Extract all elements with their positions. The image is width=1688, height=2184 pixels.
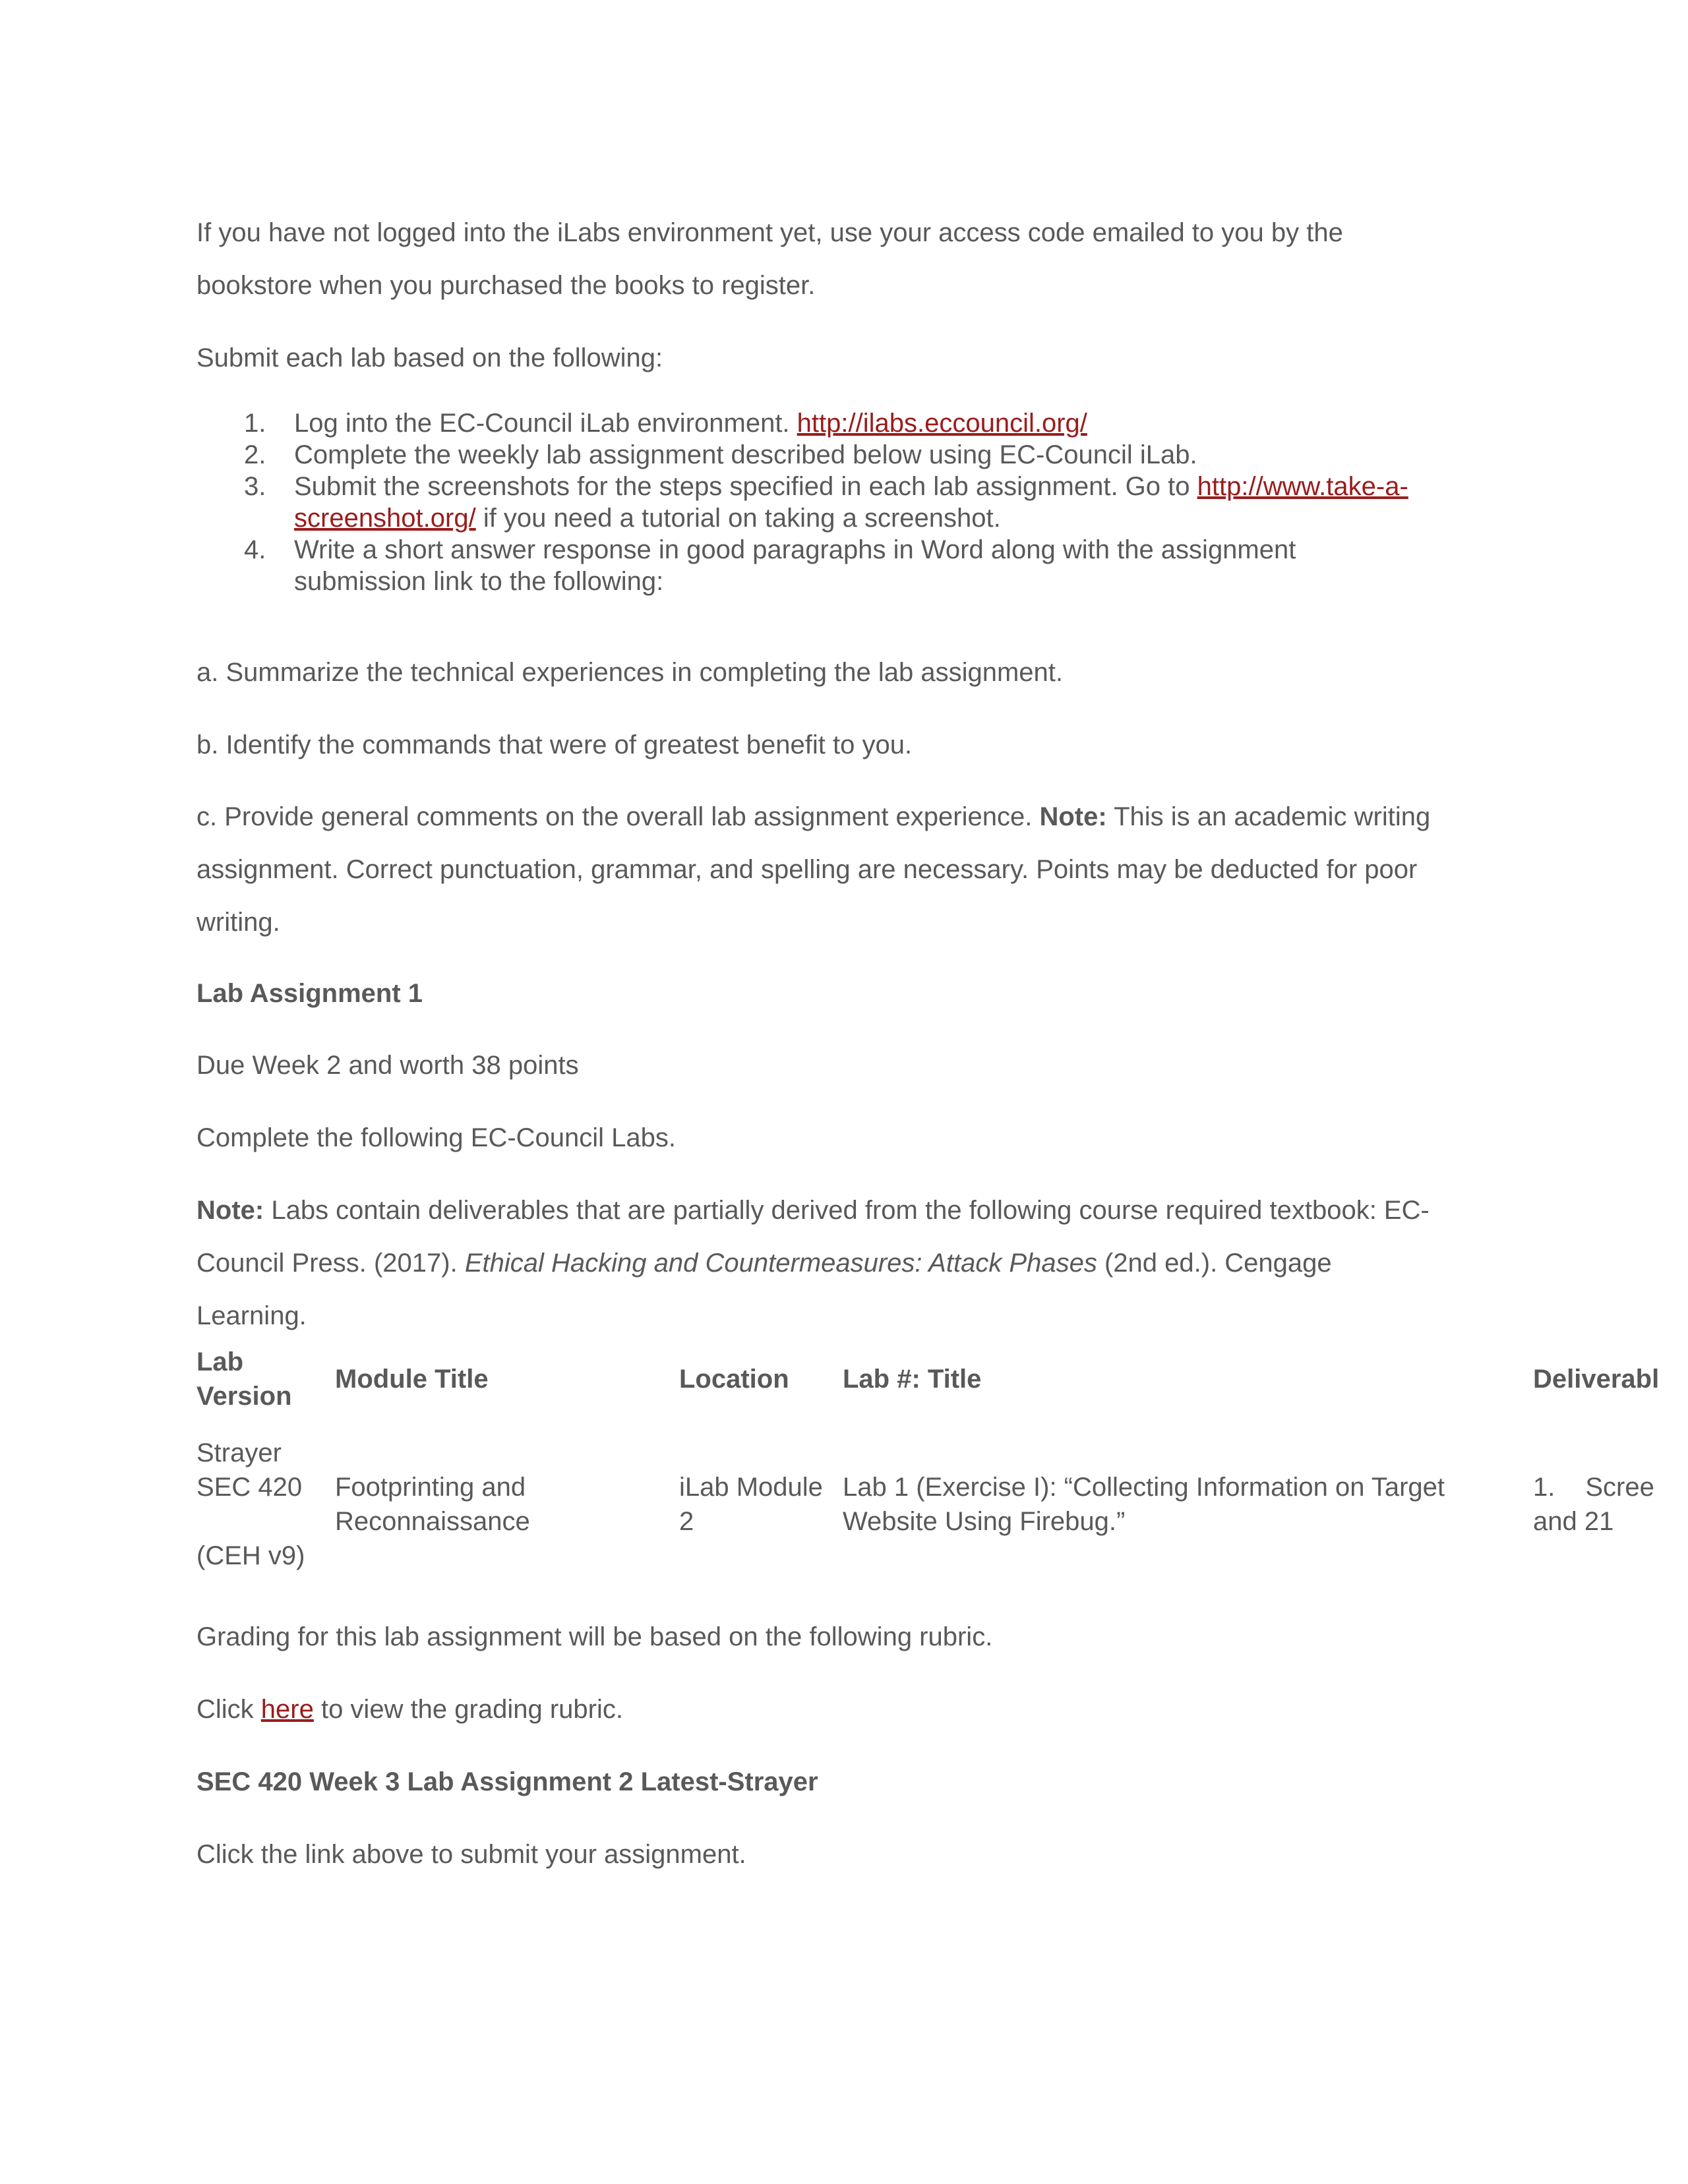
click-before: Click <box>196 1695 261 1724</box>
assignment-link[interactable]: SEC 420 Week 3 Lab Assignment 2 Latest-Strayer <box>196 1767 818 1796</box>
row-deliverable-line-1: Scree <box>1585 1473 1654 1502</box>
step-text-line-2: submission link to the following: <box>294 567 664 596</box>
grading-text: Grading for this lab assignment will be based on the following rubric. <box>196 1622 993 1651</box>
intro-line-1: If you have not logged into the iLabs environment yet, use your access code emailed to you by the <box>196 218 1343 247</box>
click-here-paragraph <box>196 1683 1515 1736</box>
header-module-title: Module Title <box>335 1365 489 1394</box>
row-module-line-1: Footprinting and <box>335 1473 526 1502</box>
item-b: b. Identify the commands that were of greatest benefit to you. <box>196 730 913 759</box>
step-text-after: if you need a tutorial on taking a screenshot. <box>475 504 1001 533</box>
screenshot-link-part-2: screenshot.org/ <box>294 504 476 533</box>
item-c-prefix: c. Provide general comments on the overall lab assignment experience. <box>196 802 1040 831</box>
book-title: Ethical Hacking and Countermeasures: Attack Phases <box>464 1249 1097 1278</box>
header-location: Location <box>679 1365 789 1394</box>
row-location <box>679 1470 823 1539</box>
header-deliverables: Deliverabl <box>1533 1365 1660 1394</box>
intro-line-2: bookstore when you purchased the books to register. <box>196 271 816 300</box>
note-line-1-rest: Labs contain deliverables that are partially derived from the following course required textbook: EC- <box>264 1196 1430 1225</box>
row-version-line-3: (CEH v9) <box>196 1541 305 1570</box>
row-deliverable-number: 1. <box>1533 1473 1555 1502</box>
note-label: Note: <box>196 1196 264 1225</box>
row-module-line-2: Reconnaissance <box>335 1507 530 1536</box>
intro-paragraph <box>196 206 1515 312</box>
row-module-title <box>335 1470 530 1539</box>
row-lab-title <box>843 1470 1445 1539</box>
row-lab-line-2: Website Using Firebug.” <box>843 1507 1126 1536</box>
due-text: Due Week 2 and worth 38 points <box>196 1051 579 1080</box>
header-lab-version-line-2: Version <box>196 1382 292 1411</box>
row-deliverables <box>1533 1470 1654 1539</box>
final-text: Click the link above to submit your assignment. <box>196 1840 746 1869</box>
item-c-line-3: writing. <box>196 908 280 937</box>
click-after: to view the grading rubric. <box>313 1695 623 1724</box>
row-version-line-2: SEC 420 <box>196 1473 303 1502</box>
labs-table <box>0 1345 1688 1595</box>
row-location-line-2: 2 <box>679 1507 694 1536</box>
header-lab-title: Lab #: Title <box>843 1365 982 1394</box>
step-number: 2. <box>244 440 266 469</box>
ilabs-link[interactable]: http://ilabs.eccouncil.org/ <box>797 409 1087 438</box>
step-number: 4. <box>244 535 266 564</box>
step-text: Complete the weekly lab assignment described below using EC-Council iLab. <box>294 440 1197 469</box>
header-lab-version <box>196 1345 292 1413</box>
item-c-note-label: Note: <box>1039 802 1107 831</box>
note-paragraph <box>196 1184 1515 1342</box>
step-item <box>196 534 1482 597</box>
row-deliverable-line-2: and 21 <box>1533 1507 1614 1536</box>
step-text-line-1: Write a short answer response in good paragraphs in Word along with the assignment <box>294 535 1296 564</box>
lab-assignment-heading: Lab Assignment 1 <box>196 979 423 1008</box>
step-number: 3. <box>244 472 266 501</box>
item-c-line-2: assignment. Correct punctuation, grammar, and spelling are necessary. Points may be deducted for poor <box>196 855 1418 884</box>
item-a: a. Summarize the technical experiences in completing the lab assignment. <box>196 658 1064 687</box>
complete-text: Complete the following EC-Council Labs. <box>196 1123 677 1152</box>
screenshot-link-part-1: http://www.take-a- <box>1197 472 1408 501</box>
note-line-2-after: (2nd ed.). Cengage <box>1097 1249 1332 1278</box>
steps-list <box>196 407 1482 597</box>
header-lab-version-line-1: Lab <box>196 1347 244 1376</box>
rubric-link[interactable]: here <box>260 1695 314 1724</box>
row-version-line-1: Strayer <box>196 1438 282 1467</box>
submit-heading: Submit each lab based on the following: <box>196 343 663 372</box>
item-c-line-1-rest: This is an academic writing <box>1106 802 1431 831</box>
step-text: Submit the screenshots for the steps specified in each lab assignment. Go to <box>294 472 1197 501</box>
item-c <box>196 790 1515 949</box>
step-item <box>196 439 1482 471</box>
row-lab-line-1: Lab 1 (Exercise I): “Collecting Information on Target <box>843 1473 1445 1502</box>
note-line-2-before: Council Press. (2017). <box>196 1249 465 1278</box>
step-number: 1. <box>244 409 266 438</box>
step-item <box>196 407 1482 439</box>
row-location-line-1: iLab Module <box>679 1473 823 1502</box>
note-line-3: Learning. <box>196 1301 307 1330</box>
step-item <box>196 471 1482 534</box>
step-text: Log into the EC-Council iLab environment. <box>294 409 797 438</box>
row-lab-version <box>196 1436 305 1573</box>
